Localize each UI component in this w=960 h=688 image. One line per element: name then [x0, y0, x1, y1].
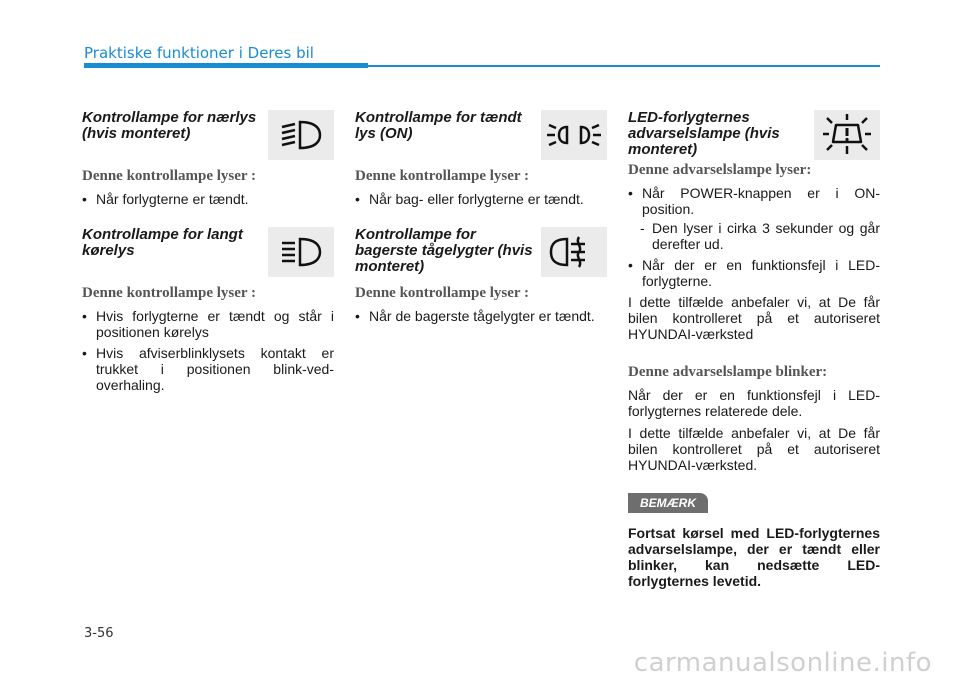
led-warning-title: LED-forlygternes advarselslampe (hvis monteret): [628, 109, 780, 158]
column-1: [82, 110, 334, 398]
led-warning-dash-item: - Den lyser i cirka 3 sekunder og går derefter ud.: [640, 220, 880, 252]
high-beam-section: [82, 227, 334, 393]
page-number: 3-56: [84, 626, 114, 641]
lights-on-bullet: • Når bag- eller forlygterne er tændt.: [355, 191, 607, 207]
led-warning-dash-text: Den lyser i cirka 3 sekunder og går derefter ud.: [652, 220, 880, 252]
lights-on-section: [355, 110, 607, 207]
position-lights-icon: [541, 110, 607, 160]
high-beam-bullet: • Hvis afviserblinklysets kontakt er trukket i positionen blink-ved-overhaling.: [82, 345, 334, 393]
high-beam-title: Kontrollampe for langt kørelys: [82, 226, 243, 259]
led-warning-paragraph: I dette tilfælde anbefaler vi, at De får bilen kontrolleret på et autoriseret HYUNDAI-værksted: [628, 294, 880, 342]
high-beam-subheading: Denne kontrollampe lyser :: [82, 285, 257, 301]
column-3: [628, 110, 880, 589]
led-warning-bullet: • Når POWER-knappen er i ON-position.: [628, 185, 880, 217]
rear-fog-subheading: Denne kontrollampe lyser :: [355, 285, 530, 301]
rear-fog-bullet: • Når de bagerste tågelygter er tændt.: [355, 308, 607, 324]
column-2: [355, 110, 607, 329]
note-text: Fortsat kørsel med LED-forlygternes advarselslampe, der er tændt eller blinker, kan nedsætte LED-forlygternes levetid.: [628, 525, 880, 589]
low-beam-section: [82, 110, 334, 207]
low-beam-title: Kontrollampe for nærlys (hvis monteret): [82, 109, 257, 142]
low-beam-bullet: • Når forlygterne er tændt.: [82, 191, 334, 207]
led-warning-blink-subheading: Denne advarselslampe blinker:: [628, 364, 828, 380]
section-title: Praktiske funktioner i Deres bil: [84, 44, 314, 62]
rear-fog-section: [355, 227, 607, 324]
led-headlamp-warning-icon: [814, 110, 880, 160]
watermark: carmanualsonline.info: [633, 648, 932, 678]
note-badge: BEMÆRK: [628, 493, 708, 513]
lights-on-title: Kontrollampe for tændt lys (ON): [355, 109, 522, 142]
high-beam-bullet: • Hvis forlygterne er tændt og står i positionen kørelys: [82, 308, 334, 340]
low-beam-icon: [268, 110, 334, 160]
high-beam-icon: [268, 227, 334, 277]
header-accent-bar: [84, 63, 368, 68]
lights-on-subheading: Denne kontrollampe lyser :: [355, 168, 530, 184]
led-warning-paragraph: I dette tilfælde anbefaler vi, at De får bilen kontrolleret på et autoriseret HYUNDAI-værksted.: [628, 425, 880, 473]
rear-fog-title: Kontrollampe for bagerste tågelygter (hvis monteret): [355, 226, 533, 275]
low-beam-subheading: Denne kontrollampe lyser :: [82, 168, 257, 184]
rear-fog-light-icon: [541, 227, 607, 277]
header-rule: [368, 65, 880, 67]
led-warning-bullet: • Når der er en funktionsfejl i LED-forlygterne.: [628, 257, 880, 289]
led-warning-on-subheading: Denne advarselslampe lyser:: [628, 162, 812, 178]
led-warning-section: [628, 110, 880, 589]
led-warning-paragraph: Når der er en funktionsfejl i LED-forlygternes relaterede dele.: [628, 387, 880, 419]
